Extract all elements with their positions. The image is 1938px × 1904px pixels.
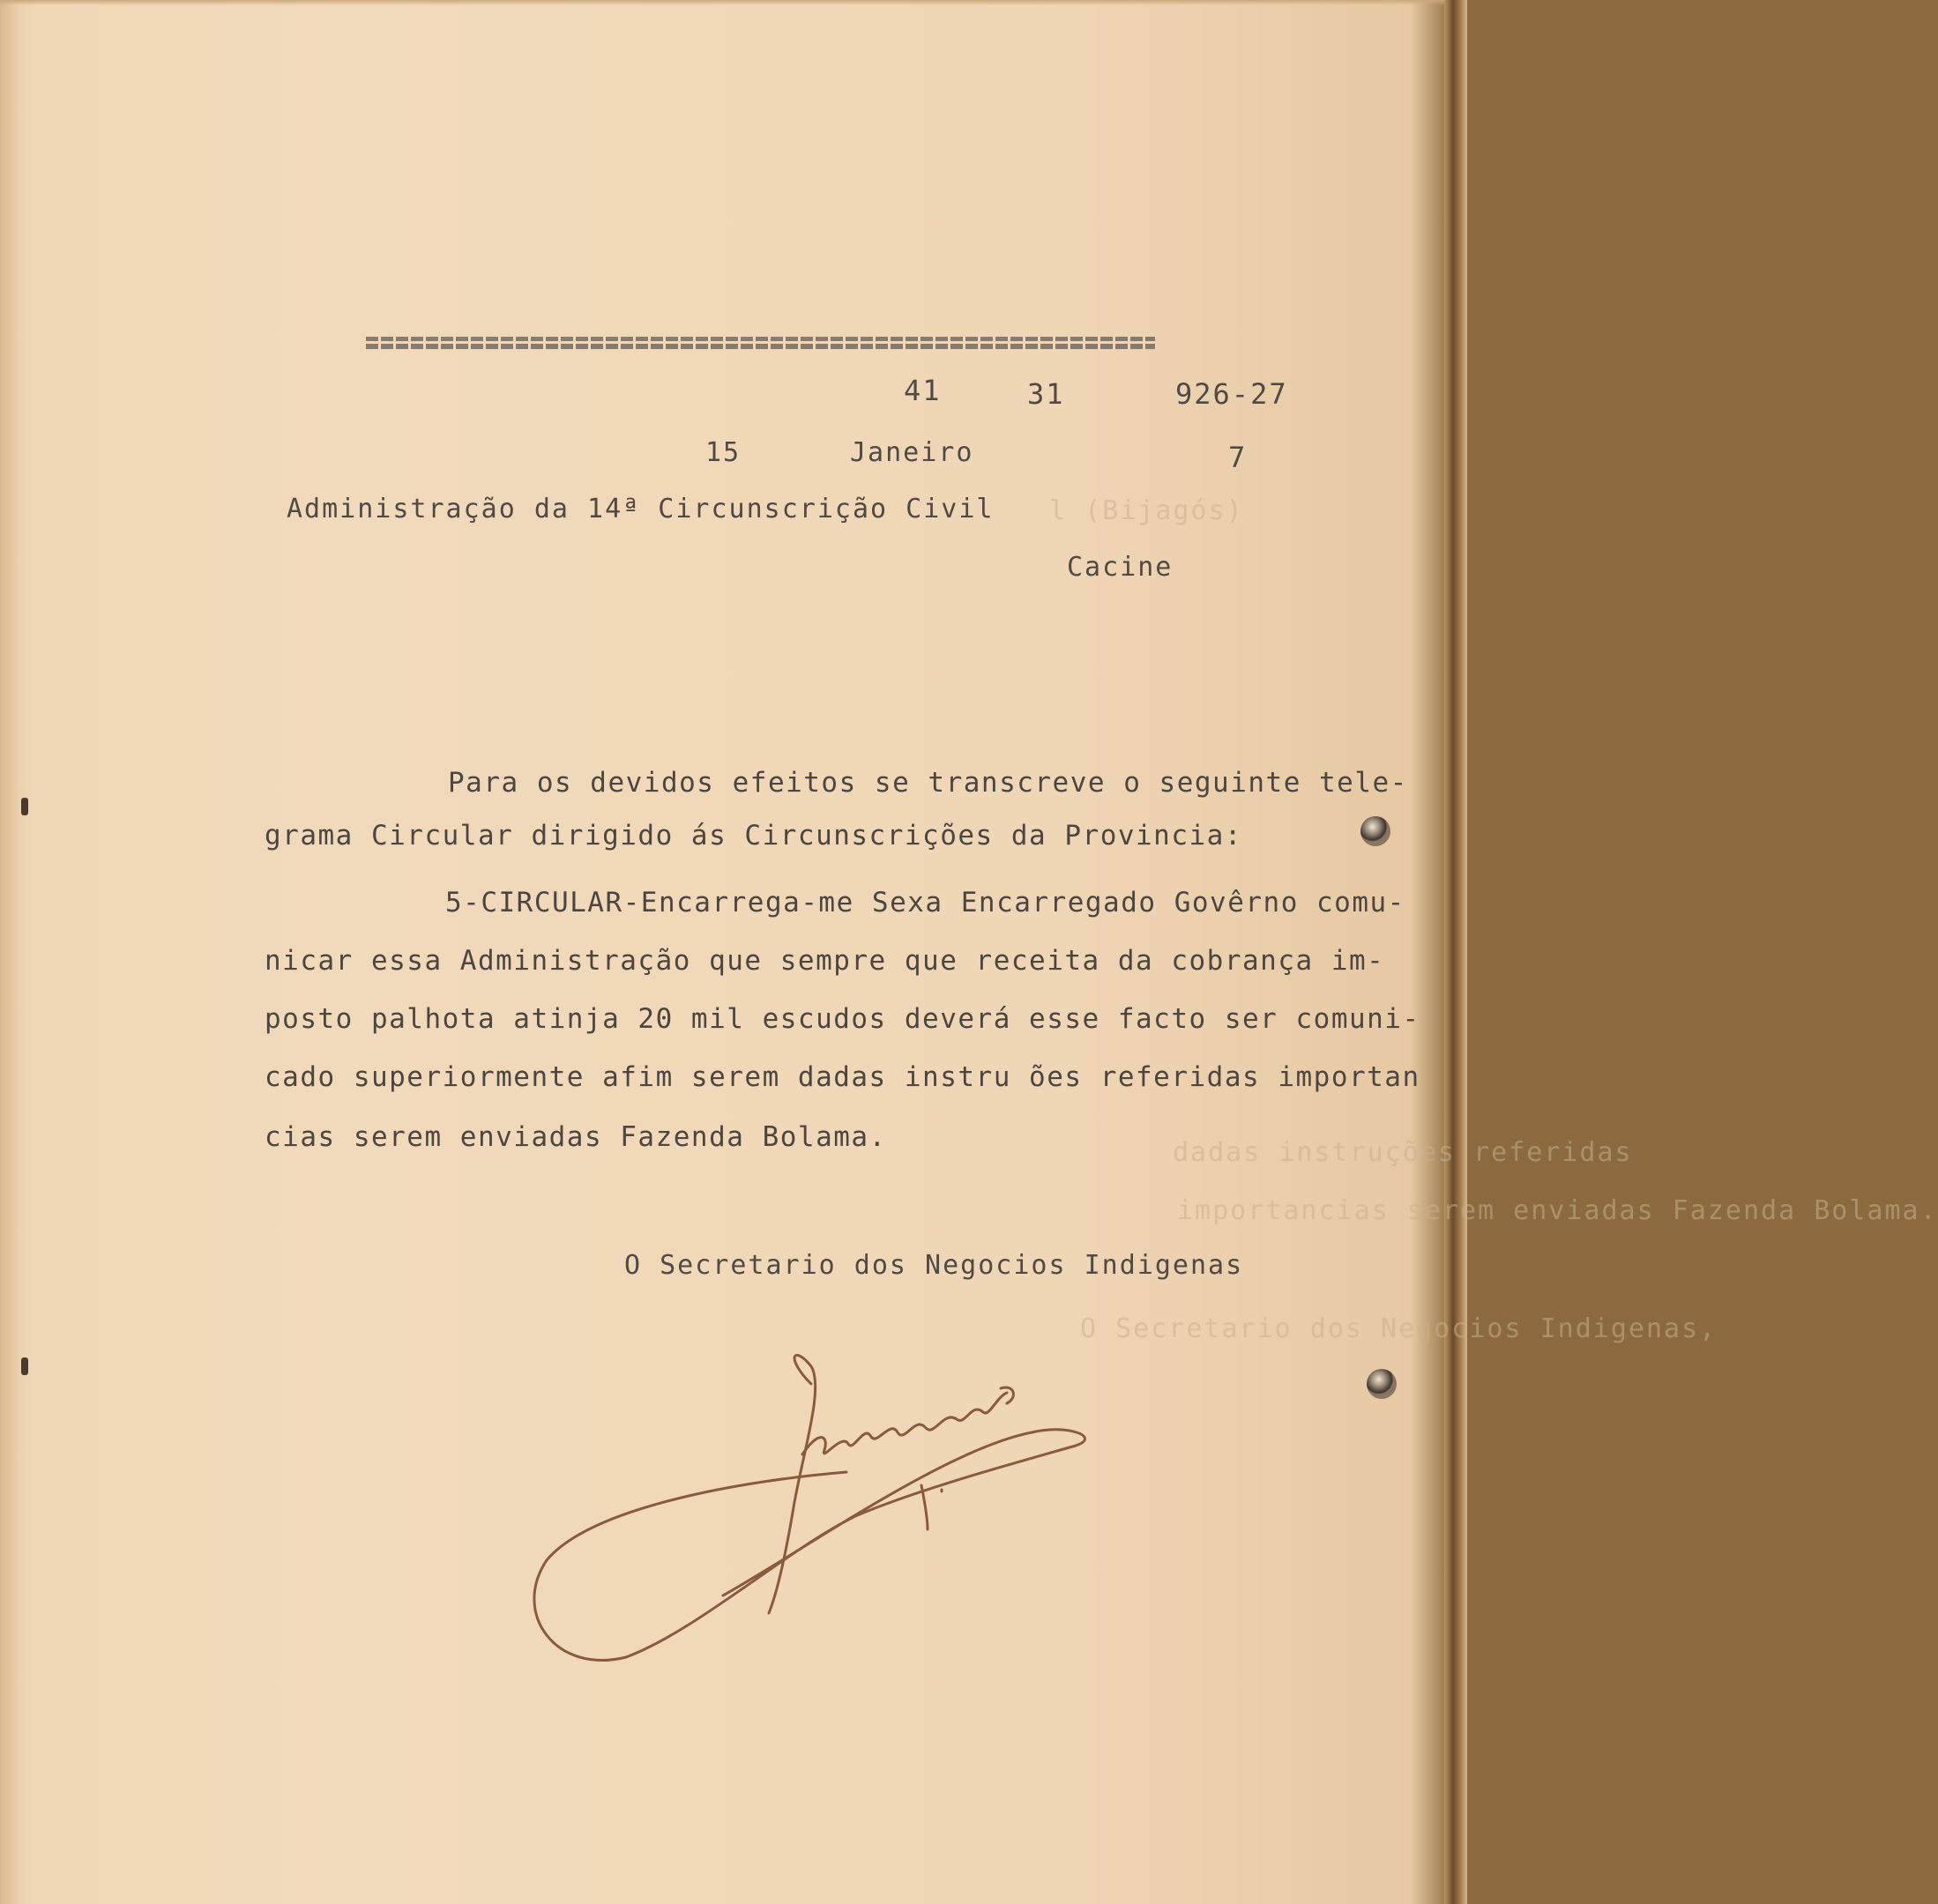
right-page-edge: [1444, 0, 1467, 1904]
ref-number-3: 926-27: [1175, 377, 1288, 411]
body-line-1: Para os devidos efeitos se transcreve o seguinte tele-: [448, 767, 1408, 799]
body-line-7: cias serem enviadas Fazenda Bolama.: [265, 1121, 887, 1153]
date-extra: 7: [1228, 441, 1248, 474]
bleed-through-text: dadas instruções referidas: [1173, 1137, 1633, 1168]
binding-clip: [21, 1357, 28, 1375]
binding-shadow: [0, 0, 30, 1904]
closing-title: O Secretario dos Negocios Indigenas: [624, 1250, 1244, 1281]
header-rule: [366, 337, 1155, 349]
bleed-through-text: l (Bijagós): [1049, 495, 1244, 526]
signature-main-stroke: [769, 1355, 816, 1613]
body-line-5: posto palhota atinja 20 mil escudos deverá esse facto ser comuni-: [265, 1003, 1420, 1035]
punch-hole: [1360, 816, 1390, 846]
location: Cacine: [1067, 552, 1174, 583]
signature-flourish: [534, 1430, 1085, 1661]
date-day: 15: [705, 437, 742, 468]
body-line-4: nicar essa Administração que sempre que receita da cobrança im-: [265, 945, 1385, 977]
signature: [520, 1349, 1102, 1684]
bleed-through-text: importancias serem enviadas Fazenda Bolama.: [1177, 1195, 1938, 1226]
bleed-through-text: O Secretario dos Negocios Indigenas,: [1080, 1313, 1718, 1344]
body-line-3: 5-CIRCULAR-Encarrega-me Sexa Encarregado Govêrno comu-: [445, 887, 1405, 919]
body-line-2: grama Circular dirigido ás Circunscrições da Provincia:: [265, 820, 1242, 852]
addressee: Administração da 14ª Circunscrição Civil: [287, 494, 995, 524]
body-line-6: cado superiormente afim serem dadas instru ões referidas importan: [265, 1061, 1420, 1093]
top-edge: [0, 0, 1467, 5]
punch-hole: [1367, 1369, 1397, 1399]
signature-name: [802, 1393, 1007, 1454]
ref-number-1: 41: [904, 374, 942, 407]
date-month: Janeiro: [850, 437, 974, 468]
binding-clip: [21, 798, 28, 815]
ref-number-2: 31: [1027, 377, 1065, 411]
